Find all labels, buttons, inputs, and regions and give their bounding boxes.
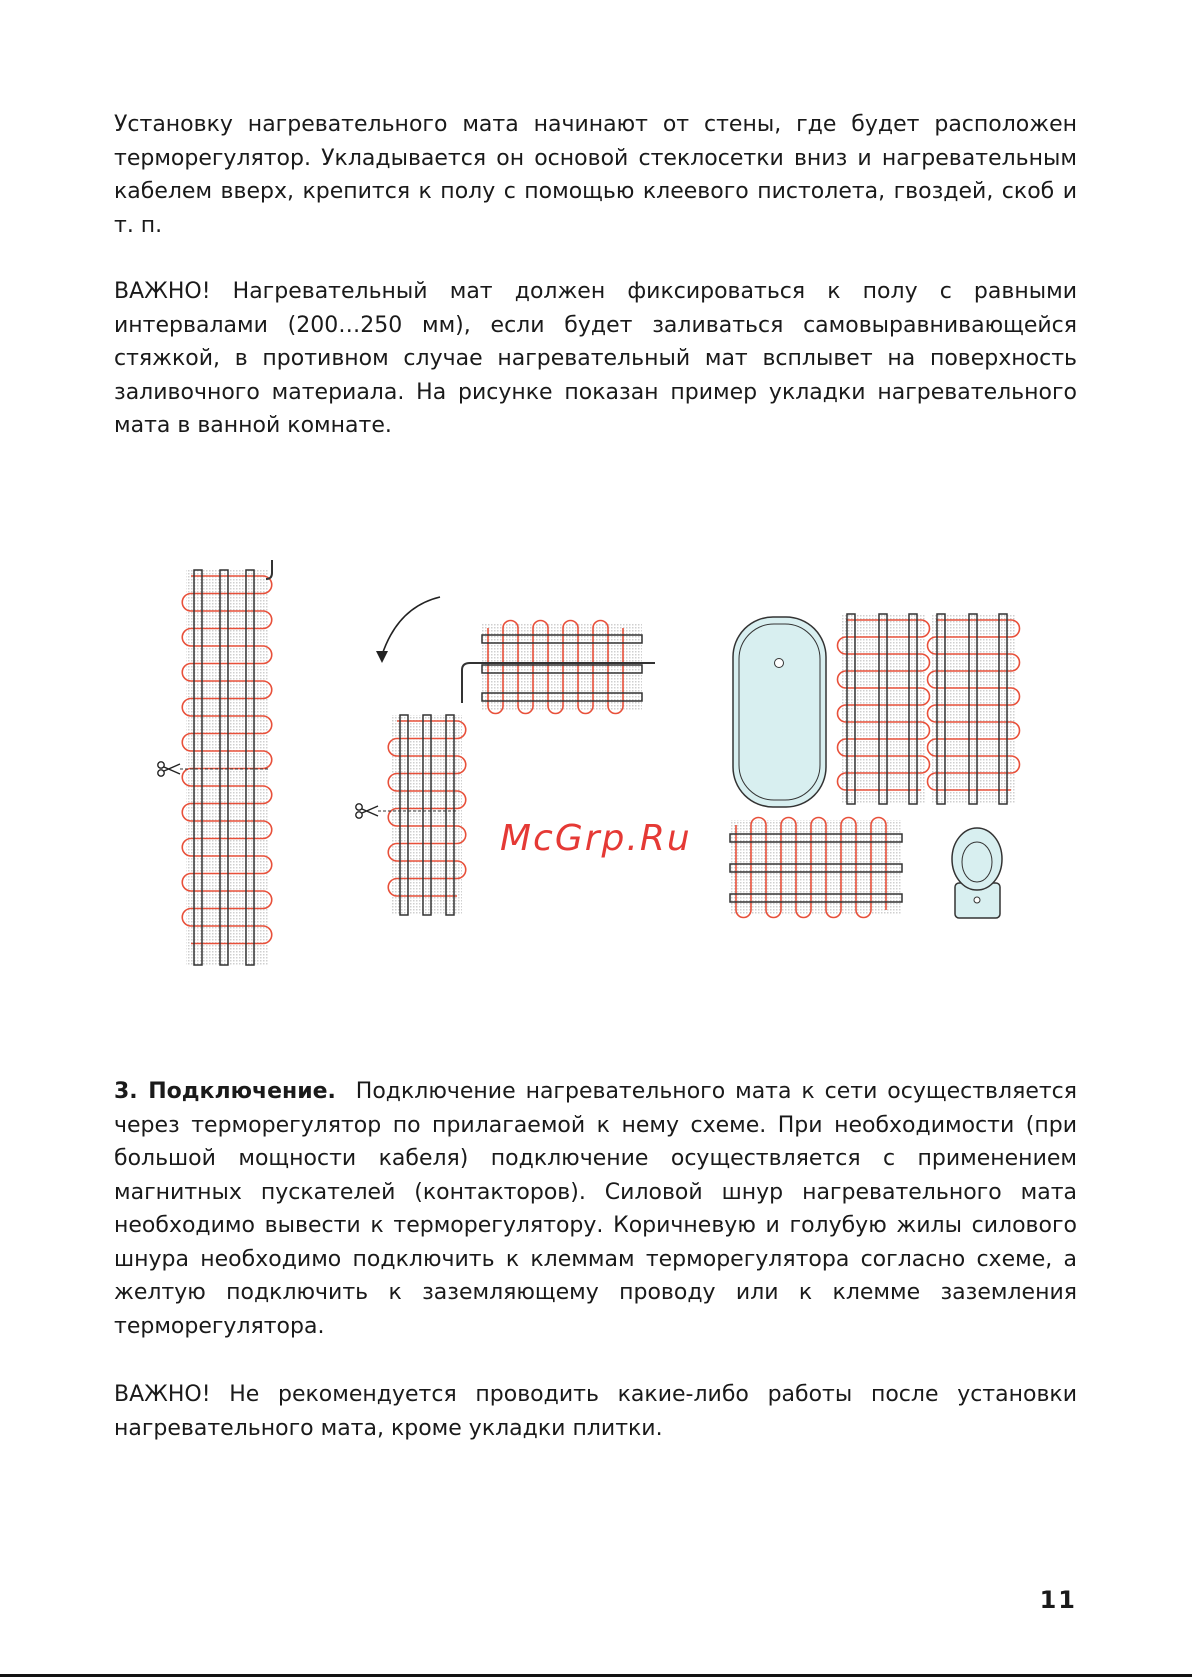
mat-layout-diagram xyxy=(140,555,1070,985)
paragraph-connection xyxy=(114,1075,1077,1343)
page-number: 11 xyxy=(1039,1586,1077,1614)
watermark-text: McGrp.Ru xyxy=(500,818,692,859)
heating-mat-cut xyxy=(388,715,466,915)
section-heading: 3. Подключение. xyxy=(114,1079,336,1104)
paragraph-important-works: ВАЖНО! Не рекомендуется проводить какие-либо работы после установки нагревательного мата, кроме укладки плитки. xyxy=(114,1382,1077,1441)
heating-mat-rotated xyxy=(482,621,642,714)
scissors-icon xyxy=(356,804,378,818)
paragraph-connection-body: Подключение нагревательного мата к сети осуществляется через терморегулятор по прилагаемой к нему схеме. При необходимости (при большой мощности кабеля) подключение осуществляется с применением магнитных пускателей (контакторов). Силовой шнур нагревательного мата необходимо вывести к терморегулятору. Коричневую и голубую жилы силового шнура необходимо подключить к клеммам терморегулятора согласно схеме, а желтую подключить к заземляющему проводу или к клемме заземления терморегулятора. xyxy=(114,1079,1077,1339)
heating-mat-bottom xyxy=(730,818,902,918)
toilet-icon xyxy=(952,828,1002,918)
scissors-icon xyxy=(158,762,180,776)
bottom-rule xyxy=(0,1674,1192,1677)
curved-arrow-icon xyxy=(376,597,440,663)
mat-layout-figure xyxy=(140,555,1070,985)
heating-mat-right-a xyxy=(838,614,930,804)
paragraph-important-fixing: ВАЖНО! Нагревательный мат должен фиксироваться к полу с равными интервалами (200…250 мм), если будет заливаться самовыравнивающейся стяжкой, в противном случае нагревательный мат всплывет на поверхность заливочного материала. На рисунке показан пример укладки нагревательного мата в ванной комнате. xyxy=(114,279,1077,438)
bathtub-icon xyxy=(733,617,826,807)
heating-mat-right-b xyxy=(928,614,1020,804)
paragraph-install: Установку нагревательного мата начинают от стены, где будет расположен терморегулятор. Укладывается он основой стеклосетки вниз и нагревательным кабелем вверх, крепится к полу с помощью клеевого пистолета, гвоздей, скоб и т. п. xyxy=(114,112,1077,238)
heating-mat-long xyxy=(182,570,272,965)
